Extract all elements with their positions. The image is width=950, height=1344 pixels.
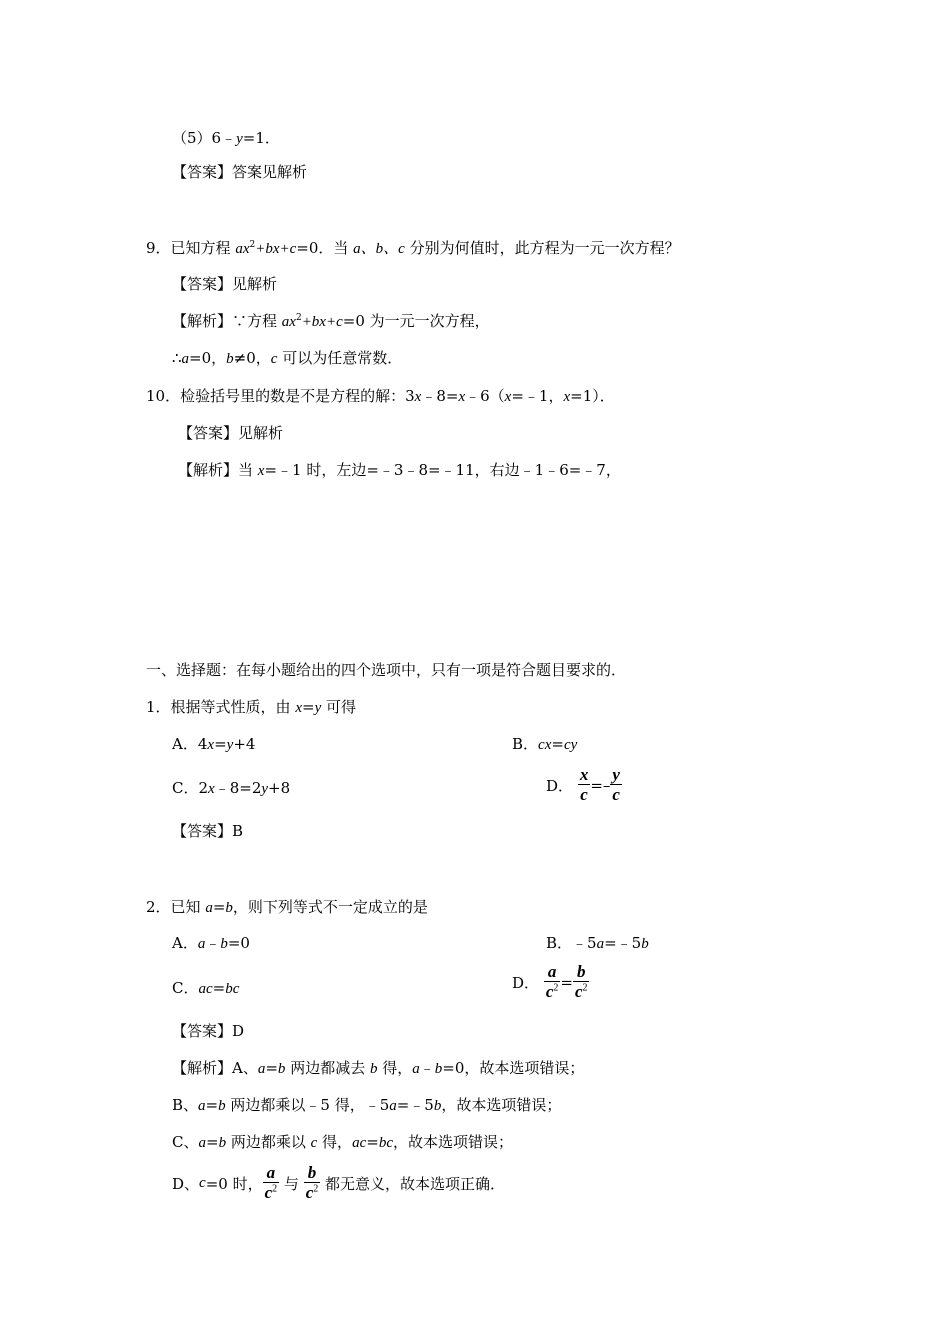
p2-option-d: D． $\frac{a}{c^2}$ = $\frac{b}{c^2}$ — [512, 962, 588, 1001]
p1-answer: 【答案】B — [172, 822, 244, 840]
p2-option-b: B．﹣5a=﹣5b — [546, 934, 649, 952]
p1-option-b: B．cx=cy — [512, 735, 578, 753]
p2-option-a: A．a﹣b=0 — [172, 934, 250, 952]
q8-part5: （5）6﹣y=1． — [172, 129, 280, 147]
fraction-y-over-c: $\frac{y}{c}$ — [612, 765, 620, 804]
fraction-b-over-c2-analysis: $\frac{b}{c^2}$ — [305, 1163, 319, 1202]
p2-option-c: C．ac=bc — [172, 979, 240, 997]
p2-stem: 2．已知 a=b，则下列等式不一定成立的是 — [146, 898, 428, 916]
section-heading: 一、选择题：在每小题给出的四个选项中，只有一项是符合题目要求的． — [146, 661, 627, 679]
fraction-a-over-c2-analysis: $\frac{a}{c^2}$ — [264, 1163, 278, 1202]
p2-analysis-c: C、a=b 两边都乘以 c 得，ac=bc，故本选项错误； — [172, 1133, 513, 1151]
fraction-a-over-c2: $\frac{a}{c^2}$ — [545, 962, 559, 1001]
p1-option-c: C．2x﹣8=2y+8 — [172, 779, 291, 797]
q10-stem: 10．检验括号里的数是不是方程的解：3x﹣8=x﹣6（x=﹣1，x=1）． — [146, 387, 615, 405]
q9-analysis: 【解析】∵方程 $ax^2+bx+c=0$ 为一元一次方程， — [172, 312, 490, 330]
p2-analysis-d: D、c=0 时， $\frac{a}{c^2}$ 与 $\frac{b}{c^2}$ 都无意义，故本选项正确． — [172, 1163, 506, 1202]
q9-answer: 【答案】见解析 — [172, 275, 278, 293]
p2-answer: 【答案】D — [172, 1022, 245, 1040]
fraction-b-over-c2: $\frac{b}{c^2}$ — [574, 962, 588, 1001]
q10-analysis: 【解析】当 x=﹣1 时，左边=﹣3﹣8=﹣11，右边﹣1﹣6=﹣7， — [178, 461, 621, 479]
p1-option-d: D． $\frac{x}{c}$ =– $\frac{y}{c}$ — [546, 765, 620, 804]
p1-stem: 1．根据等式性质，由 x=y 可得 — [146, 698, 357, 716]
p2-analysis-a: 【解析】A、a=b 两边都减去 b 得，a﹣b=0，故本选项错误； — [172, 1059, 585, 1077]
fraction-x-over-c: $\frac{x}{c}$ — [579, 765, 589, 804]
q9-conclusion: ∴a=0，b≠0，c 可以为任意常数． — [172, 349, 403, 367]
q9-stem: 9．已知方程 $ax^2+bx+c=0$．当 a、b、c 分别为何值时，此方程为一元一次方程？ — [146, 239, 680, 257]
p2-analysis-b: B、a=b 两边都乘以﹣5 得，﹣5a=﹣5b，故本选项错误； — [172, 1096, 562, 1114]
p1-option-a: A．4x=y+4 — [172, 735, 256, 753]
q10-answer: 【答案】见解析 — [178, 424, 284, 442]
q8-answer: 【答案】答案见解析 — [172, 163, 308, 181]
